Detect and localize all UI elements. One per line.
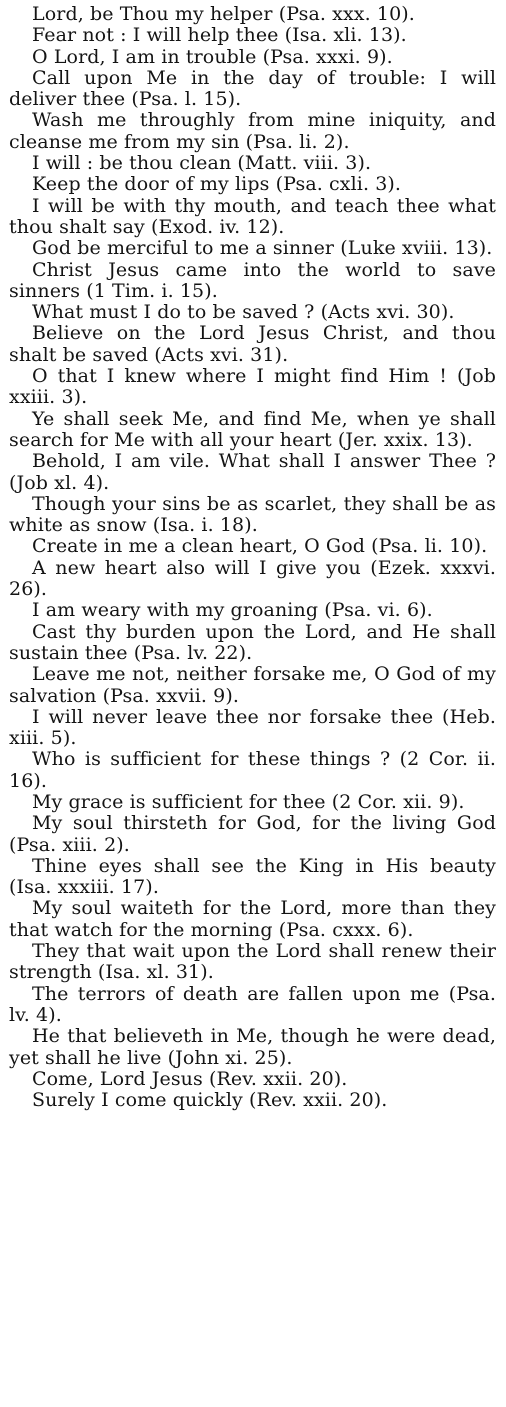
verse-paragraph: They that wait upon the Lord shall renew their strength (Isa. xl. 31). (9, 940, 496, 984)
verse-paragraph: Behold, I am vile. What shall I answer Thee ? (Job xl. 4). (9, 450, 496, 494)
verse-paragraph: Come, Lord Jesus (Rev. xxii. 20). (32, 1067, 348, 1090)
verse-paragraph: Wash me throughly from mine iniquity, and cleanse me from my sin (Psa. li. 2). (9, 109, 496, 153)
verse-paragraph: Ye shall seek Me, and find Me, when ye shall search for Me with all your heart (Jer. xxix. 13). (9, 407, 496, 451)
verse-paragraph: Surely I come quickly (Rev. xxii. 20). (32, 1089, 388, 1112)
verse-paragraph: Keep the door of my lips (Psa. cxli. 3). (32, 173, 402, 196)
verse-paragraph: Lord, be Thou my helper (Psa. xxx. 10). (32, 3, 415, 25)
verse-paragraph: God be merciful to me a sinner (Luke xviii. 13). (32, 237, 493, 260)
verse-paragraph: Believe on the Lord Jesus Christ, and thou shalt be saved (Acts xvi. 31). (9, 322, 496, 366)
verse-paragraph: The terrors of death are fallen upon me (Psa. lv. 4). (9, 982, 496, 1026)
verse-paragraph: I will : be thou clean (Matt. viii. 3). (32, 152, 372, 175)
verse-paragraph: I will never leave thee nor forsake thee (Heb. xiii. 5). (9, 705, 496, 750)
verse-paragraph: O that I knew where I might find Him ! (Job xxiii. 3). (9, 365, 496, 409)
verse-paragraph: Though your sins be as scarlet, they shall be as white as snow (Isa. i. 18). (9, 492, 496, 537)
verse-paragraph: Thine eyes shall see the King in His beauty (Isa. xxxiii. 17). (9, 854, 496, 899)
verse-paragraph: A new heart also will I give you (Ezek. xxxvi. 26). (9, 556, 496, 601)
verse-paragraph: My soul thirsteth for God, for the living God (Psa. xiii. 2). (9, 812, 496, 856)
verse-paragraph: My grace is sufficient for thee (2 Cor. xii. 9). (32, 790, 465, 813)
verse-paragraph: My soul waiteth for the Lord, more than they that watch for the morning (Psa. cxxx. 6). (9, 897, 496, 941)
verse-paragraph: Christ Jesus came into the world to save sinners (1 Tim. i. 15). (9, 258, 496, 302)
verse-paragraph: I will be with thy mouth, and teach thee what thou shalt say (Exod. iv. 12). (9, 194, 496, 238)
verse-paragraph: Cast thy burden upon the Lord, and He shall sustain thee (Psa. lv. 22). (9, 620, 496, 664)
verse-paragraph: Create in me a clean heart, O God (Psa. li. 10). (32, 535, 488, 558)
verse-paragraph: He that believeth in Me, though he were dead, yet shall he live (John xi. 25). (9, 1025, 496, 1069)
verse-paragraph: I am weary with my groaning (Psa. vi. 6). (32, 599, 433, 622)
verse-paragraph: Leave me not, neither forsake me, O God of my salvation (Psa. xxvii. 9). (9, 663, 496, 707)
verse-paragraph: Who is sufficient for these things ? (2 Cor. ii. 16). (9, 748, 496, 792)
verse-paragraph: O Lord, I am in trouble (Psa. xxxi. 9). (32, 45, 393, 68)
verse-paragraph: Call upon Me in the day of trouble: I will deliver thee (Psa. l. 15). (9, 66, 496, 111)
verse-paragraph: Fear not : I will help thee (Isa. xli. 13). (32, 24, 407, 47)
verse-paragraph: What must I do to be saved ? (Acts xvi. 30). (32, 301, 455, 324)
